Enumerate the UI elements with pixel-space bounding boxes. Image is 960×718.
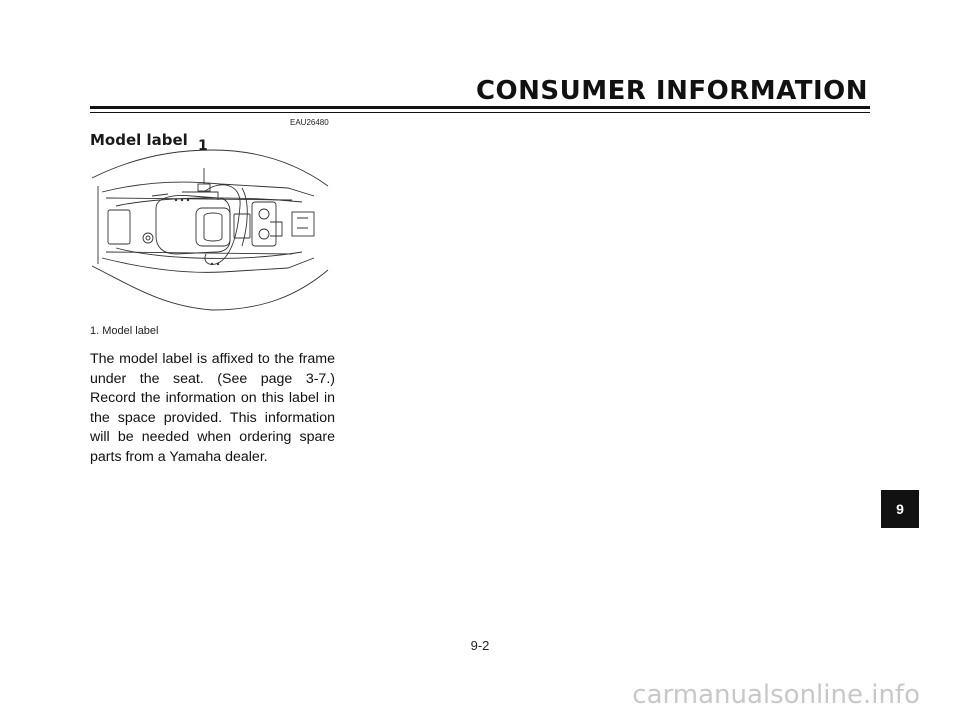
section-heading: Model label: [90, 131, 188, 149]
body-paragraph: The model label is affixed to the frame under the seat. (See page 3-7.) Record the information on this label in the space provided. This information will be needed when ordering spare parts from a Yamaha dealer.: [90, 351, 335, 465]
page-header-title: CONSUMER INFORMATION: [475, 76, 868, 106]
watermark: carmanualsonline.info: [632, 680, 920, 710]
page-number: 9-2: [470, 638, 490, 653]
header-rule-thick: [90, 106, 870, 109]
header-rule-thin: [90, 112, 870, 113]
model-label-figure: [92, 136, 332, 316]
chapter-tab: 9: [881, 490, 919, 528]
document-code: EAU26480: [290, 118, 329, 127]
callout-number: 1: [198, 138, 208, 154]
figure-caption: 1. Model label: [90, 325, 159, 337]
